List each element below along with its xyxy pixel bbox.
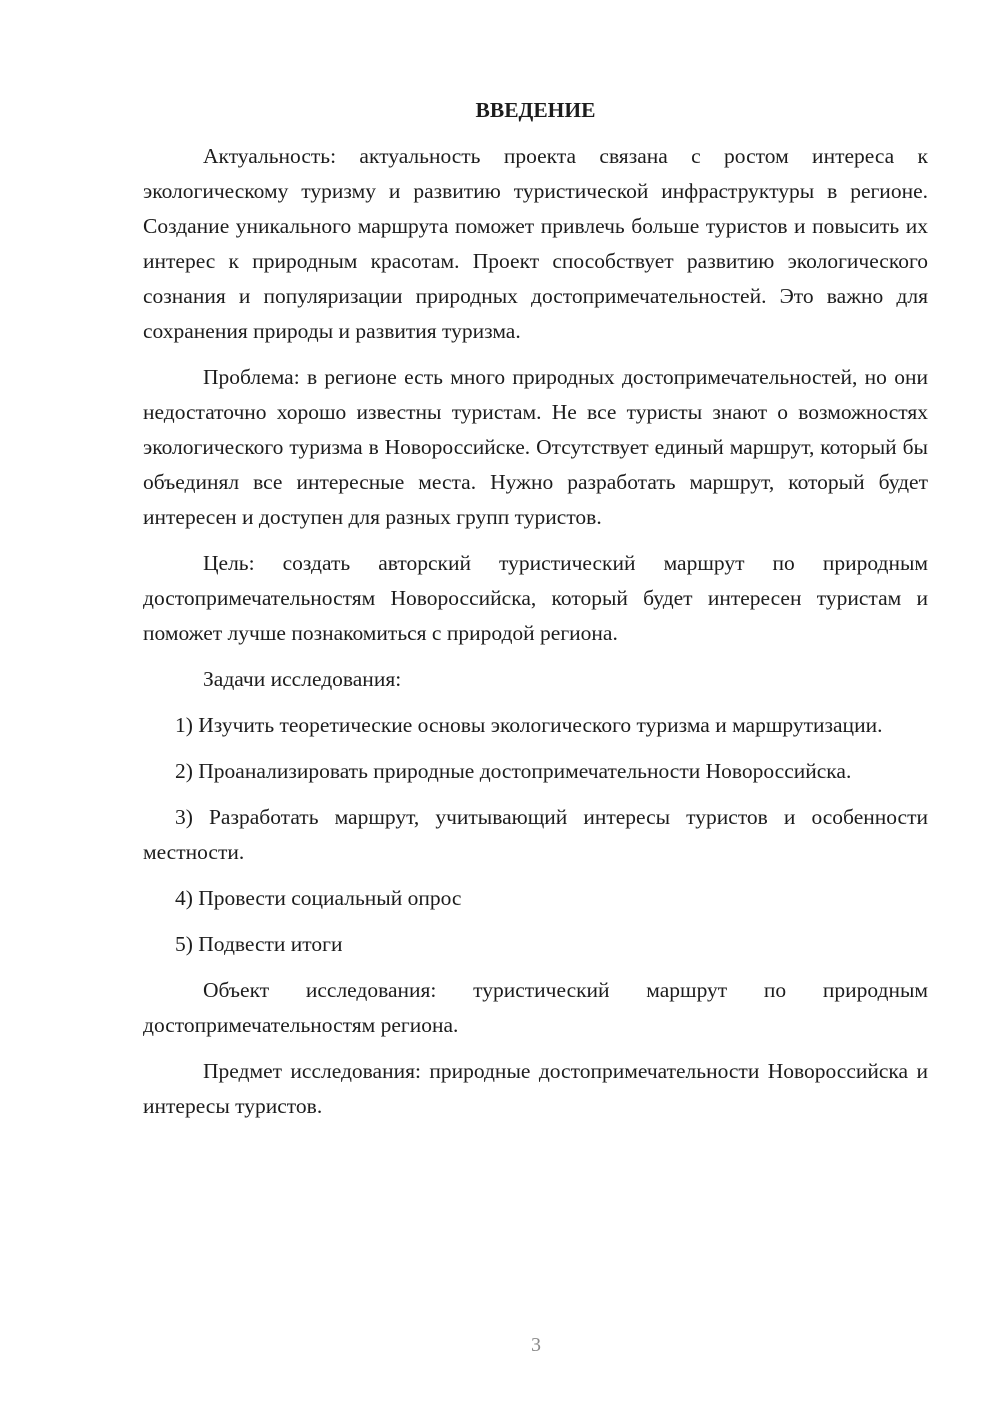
paragraph-relevance: Актуальность: актуальность проекта связана с ростом интереса к экологическому туризму и развитию туристической инфраструктуры в регионе. Создание уникального маршрута поможет привлечь больше туристов и повысить их интерес к природным красотам. Проект способствует развитию экологического сознания и популяризации природных достопримечательностей. Это важно для сохранения природы и развития туризма. — [143, 144, 928, 343]
tasks-heading: Задачи исследования: — [203, 667, 402, 691]
paragraph-goal: Цель: создать авторский туристический маршрут по природным достопримечательностям Новороссийска, который будет интересен туристам и поможет лучше познакомиться с природой региона. — [143, 551, 928, 645]
task-item-2: 2) Проанализировать природные достопримечательности Новороссийска. — [175, 759, 852, 783]
document-body — [143, 93, 928, 1135]
page-number: 3 — [531, 1334, 541, 1356]
paragraph-object: Объект исследования: туристический маршрут по природным достопримечательностям региона. — [143, 978, 928, 1037]
section-heading: ВВЕДЕНИЕ — [475, 98, 596, 122]
task-item-1: 1) Изучить теоретические основы экологического туризма и маршрутизации. — [175, 713, 883, 737]
task-item-4: 4) Провести социальный опрос — [175, 886, 462, 910]
paragraph-subject: Предмет исследования: природные достопримечательности Новороссийска и интересы туристов. — [143, 1059, 928, 1118]
task-item-3: 3) Разработать маршрут, учитывающий интересы туристов и особенности местности. — [143, 805, 928, 864]
paragraph-problem: Проблема: в регионе есть много природных достопримечательностей, но они недостаточно хорошо известны туристам. Не все туристы знают о возможностях экологического туризма в Новороссийске. Отсутствует единый маршрут, который бы объединял все интересные места. Нужно разработать маршрут, который будет интересен и доступен для разных групп туристов. — [143, 365, 928, 529]
task-item-5: 5) Подвести итоги — [175, 932, 343, 956]
